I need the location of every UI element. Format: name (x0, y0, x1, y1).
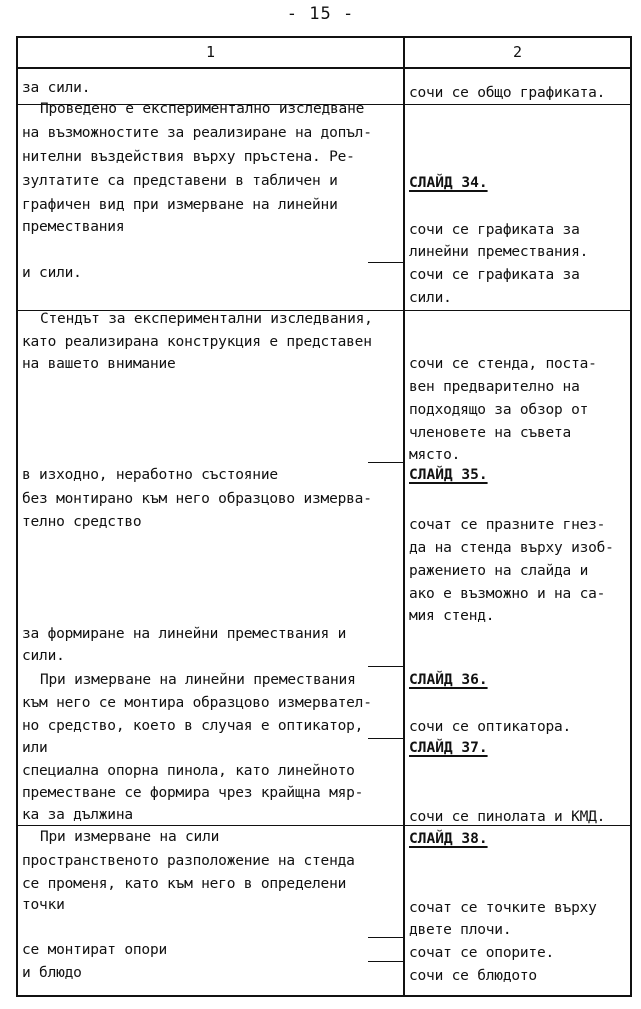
left-line: за формиране на линейни премествания и (22, 626, 347, 642)
slide-label: СЛАЙД 38. (409, 831, 488, 847)
table-left-border (16, 36, 18, 996)
column-header-2: 2 (513, 43, 523, 61)
left-line: като реализирана конструкция е представен (22, 334, 372, 350)
right-line: сочи се общо графиката. (409, 85, 606, 101)
left-line: сили. (22, 648, 65, 664)
slide-label: СЛАЙД 36. (409, 672, 488, 688)
slide-label: СЛАЙД 35. (409, 467, 488, 483)
left-line: При измерване на линейни премествания (40, 672, 356, 688)
left-line: към него се монтира образцово измервател- (22, 695, 372, 711)
left-line: на възможностите за реализиране на допъл- (22, 125, 372, 141)
right-line: сочат се опорите. (409, 945, 555, 961)
left-line: се монтират опори (22, 942, 168, 958)
header-bottom-border (16, 67, 632, 69)
table-top-border (16, 36, 632, 38)
left-line: При измерване на сили (40, 829, 220, 845)
left-line: графичен вид при измерване на линейни (22, 197, 338, 213)
right-line: ражението на слайда и (409, 563, 589, 579)
left-line: но средство, което в случая е оптикатор, (22, 718, 364, 734)
right-line: сочи се пинолата и КМД. (409, 809, 606, 825)
left-line: на вашето внимание (22, 356, 176, 372)
left-line: или (22, 740, 48, 756)
right-line: сочи се блюдото (409, 968, 537, 984)
left-line: специална опорна пинола, като линейното (22, 763, 355, 779)
right-line: сили. (409, 290, 452, 306)
right-line: сочат се празните гнез- (409, 517, 606, 533)
right-line: сочи се стенда, поста- (409, 356, 597, 372)
left-line: преместване се формира чрез крайщна мяр- (22, 785, 364, 801)
link-stroke (368, 961, 404, 962)
column-header-1: 1 (206, 43, 216, 61)
left-line: нителни въздействия върху пръстена. Ре- (22, 149, 355, 165)
right-line: сочи се графиката за (409, 267, 580, 283)
slide-label: СЛАЙД 34. (409, 175, 488, 191)
left-line: без монтирано към него образцово измерва- (22, 491, 372, 507)
left-line: ка за дължина (22, 807, 133, 823)
right-line: мия стенд. (409, 608, 495, 624)
page-number: - 15 - (286, 4, 355, 24)
link-stroke (368, 262, 404, 263)
left-line: Стендът за експериментални изследвания, (40, 311, 373, 327)
right-line: сочи се оптикатора. (409, 719, 572, 735)
right-line: място. (409, 447, 461, 463)
left-line: Проведено е експериментално изследване (40, 101, 365, 117)
left-line: и блюдо (22, 965, 82, 981)
left-line: и сили. (22, 265, 82, 281)
column-divider (403, 36, 405, 996)
table-right-border (630, 36, 632, 996)
link-stroke (368, 937, 404, 938)
left-line: се променя, като към него в определени (22, 876, 347, 892)
link-stroke (368, 738, 404, 739)
left-line: точки (22, 897, 65, 913)
right-line: линейни премествания. (409, 244, 589, 260)
right-line: подходящо за обзор от (409, 402, 589, 418)
right-line: сочат се точките върху (409, 900, 597, 916)
slide-label: СЛАЙД 37. (409, 740, 488, 756)
left-line: в изходно, неработно състояние (22, 467, 278, 483)
table-bottom-border (16, 995, 632, 997)
right-line: вен предварително на (409, 379, 580, 395)
left-line: пространственото разположение на стенда (22, 853, 355, 869)
link-stroke (368, 666, 404, 667)
left-line: за сили. (22, 80, 91, 96)
right-line: ако е възможно и на са- (409, 586, 606, 602)
right-line: членовете на съвета (409, 425, 572, 441)
left-line: телно средство (22, 514, 142, 530)
link-stroke (368, 462, 404, 463)
left-line: премествания (22, 219, 125, 235)
right-line: двете плочи. (409, 922, 512, 938)
right-line: сочи се графиката за (409, 222, 580, 238)
left-line: зултатите са представени в табличен и (22, 173, 338, 189)
right-line: да на стенда върху изоб- (409, 540, 614, 556)
